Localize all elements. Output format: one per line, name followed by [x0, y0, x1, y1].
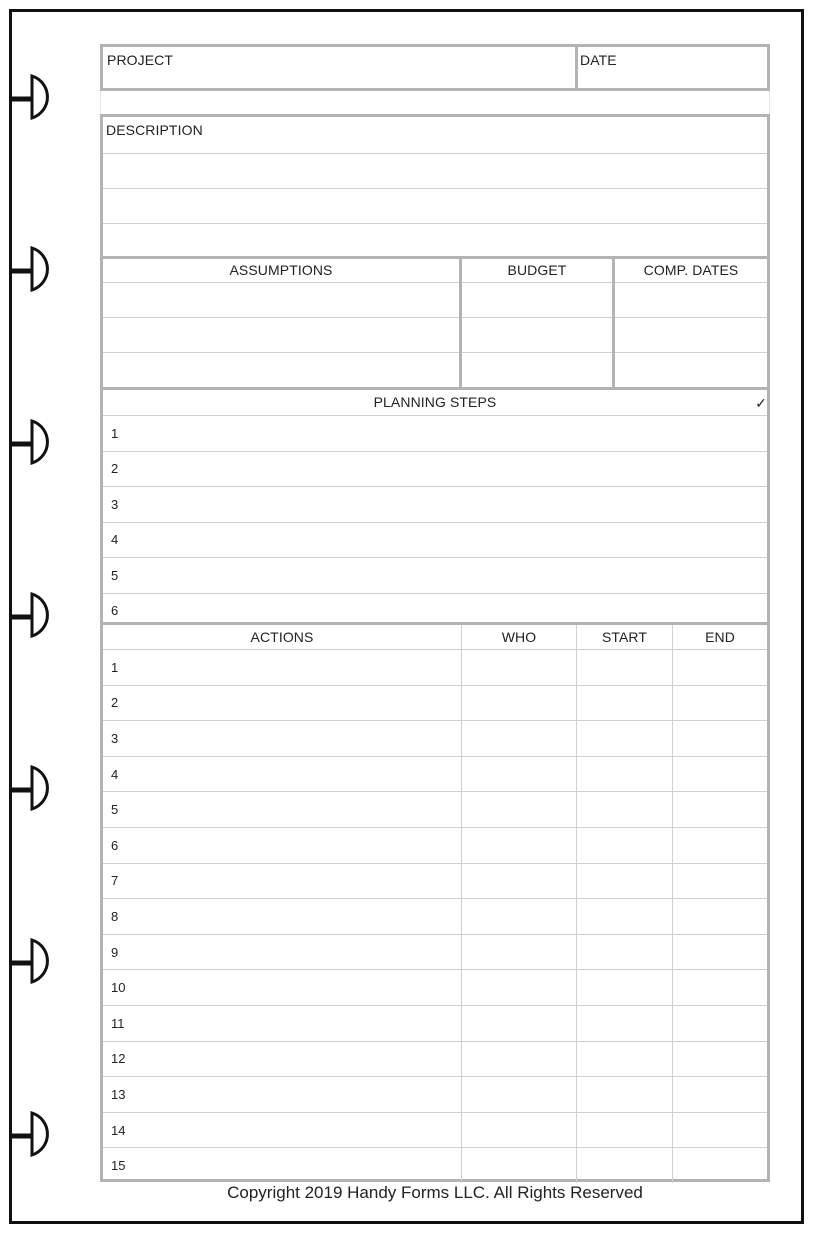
- action-row[interactable]: [103, 827, 767, 863]
- assumptions-label: ASSUMPTIONS: [229, 262, 333, 278]
- action-number: 6: [103, 828, 462, 863]
- who-cell[interactable]: [462, 721, 577, 756]
- assumptions-column: [103, 259, 462, 387]
- comp-dates-line[interactable]: [615, 282, 767, 317]
- project-label: PROJECT: [107, 52, 174, 68]
- assumptions-line[interactable]: [103, 282, 459, 317]
- copyright-text: Copyright 2019 Handy Forms LLC. All Rights Reserved: [227, 1183, 643, 1202]
- actions-section: [103, 625, 767, 1183]
- comp-dates-line[interactable]: [615, 352, 767, 387]
- end-cell[interactable]: [673, 721, 767, 756]
- end-cell[interactable]: [673, 757, 767, 792]
- action-row[interactable]: [103, 1147, 767, 1183]
- start-cell[interactable]: [577, 1113, 673, 1148]
- start-cell[interactable]: [577, 970, 673, 1005]
- action-row[interactable]: [103, 863, 767, 899]
- date-field[interactable]: [578, 47, 767, 88]
- start-cell[interactable]: [577, 721, 673, 756]
- who-cell[interactable]: [462, 970, 577, 1005]
- spacer-strip: [100, 91, 770, 115]
- planning-steps-label: PLANNING STEPS: [373, 394, 497, 410]
- end-cell[interactable]: [673, 1077, 767, 1112]
- who-cell[interactable]: [462, 1077, 577, 1112]
- action-number: 4: [103, 757, 462, 792]
- action-number: 2: [103, 686, 462, 721]
- end-cell[interactable]: [673, 899, 767, 934]
- end-cell[interactable]: [673, 650, 767, 685]
- planning-step-row[interactable]: [103, 522, 767, 558]
- end-cell[interactable]: [673, 1042, 767, 1077]
- start-cell[interactable]: [577, 1077, 673, 1112]
- start-cell[interactable]: [577, 757, 673, 792]
- action-number: 7: [103, 864, 462, 899]
- who-cell[interactable]: [462, 1148, 577, 1183]
- action-row[interactable]: [103, 1112, 767, 1148]
- action-row[interactable]: [103, 1005, 767, 1041]
- action-row[interactable]: [103, 720, 767, 756]
- action-number: 10: [103, 970, 462, 1005]
- who-cell[interactable]: [462, 899, 577, 934]
- action-number: 3: [103, 721, 462, 756]
- ring-tab-icon: [9, 594, 47, 636]
- end-cell[interactable]: [673, 935, 767, 970]
- ring-tab-icon: [9, 940, 47, 982]
- planning-step-row[interactable]: [103, 415, 767, 451]
- ring-tab-icon: [9, 248, 47, 290]
- planning-step-row[interactable]: [103, 593, 767, 629]
- start-cell[interactable]: [577, 792, 673, 827]
- budget-line[interactable]: [462, 282, 612, 317]
- planning-step-row[interactable]: [103, 486, 767, 522]
- step-number: 2: [111, 461, 119, 477]
- planning-steps-header: [103, 390, 767, 415]
- action-number: 15: [103, 1148, 462, 1183]
- assumptions-line[interactable]: [103, 317, 459, 352]
- start-cell[interactable]: [577, 650, 673, 685]
- action-row[interactable]: [103, 934, 767, 970]
- action-row[interactable]: [103, 1041, 767, 1077]
- description-line[interactable]: [103, 153, 767, 188]
- start-cell[interactable]: [577, 1042, 673, 1077]
- action-number: 9: [103, 935, 462, 970]
- start-cell[interactable]: [577, 828, 673, 863]
- project-date-header: [100, 44, 770, 91]
- comp-dates-line[interactable]: [615, 317, 767, 352]
- action-row[interactable]: [103, 756, 767, 792]
- step-number: 6: [111, 603, 119, 619]
- action-row[interactable]: [103, 791, 767, 827]
- who-cell[interactable]: [462, 828, 577, 863]
- action-number: 13: [103, 1077, 462, 1112]
- end-cell[interactable]: [673, 686, 767, 721]
- action-number: 12: [103, 1042, 462, 1077]
- who-cell[interactable]: [462, 1042, 577, 1077]
- who-cell[interactable]: [462, 650, 577, 685]
- planning-steps-section: [103, 390, 767, 625]
- end-cell[interactable]: [673, 1148, 767, 1183]
- end-cell[interactable]: [673, 1006, 767, 1041]
- main-form: [100, 114, 770, 1182]
- actions-header: [103, 625, 767, 649]
- budget-line[interactable]: [462, 352, 612, 387]
- action-row[interactable]: [103, 685, 767, 721]
- step-number: 4: [111, 532, 119, 548]
- step-number: 1: [111, 425, 119, 441]
- start-cell[interactable]: [577, 935, 673, 970]
- end-cell[interactable]: [673, 1113, 767, 1148]
- action-row[interactable]: [103, 1076, 767, 1112]
- action-row[interactable]: [103, 898, 767, 934]
- action-number: 1: [103, 650, 462, 685]
- budget-label: BUDGET: [507, 262, 567, 278]
- who-cell[interactable]: [462, 792, 577, 827]
- end-label: END: [705, 629, 735, 645]
- end-cell[interactable]: [673, 828, 767, 863]
- date-label: DATE: [580, 52, 617, 68]
- start-cell[interactable]: [577, 1006, 673, 1041]
- step-number: 3: [111, 496, 119, 512]
- ring-tab-icon: [9, 421, 47, 463]
- planning-step-row[interactable]: [103, 451, 767, 487]
- check-icon: ✓: [755, 395, 767, 411]
- who-cell[interactable]: [462, 935, 577, 970]
- ring-tab-icon: [9, 767, 47, 809]
- action-row[interactable]: [103, 649, 767, 685]
- who-label: WHO: [462, 625, 577, 649]
- who-cell[interactable]: [462, 1006, 577, 1041]
- step-number: 5: [111, 567, 119, 583]
- budget-line[interactable]: [462, 317, 612, 352]
- planning-step-row[interactable]: [103, 557, 767, 593]
- action-number: 14: [103, 1113, 462, 1148]
- start-label: START: [577, 625, 673, 649]
- ring-tab-icon: [9, 76, 47, 118]
- budget-column: [462, 259, 615, 387]
- end-cell[interactable]: [673, 864, 767, 899]
- start-cell[interactable]: [577, 1148, 673, 1183]
- action-number: 5: [103, 792, 462, 827]
- start-cell[interactable]: [577, 686, 673, 721]
- actions-label: ACTIONS: [103, 625, 462, 649]
- description-section: [103, 117, 767, 259]
- who-cell[interactable]: [462, 864, 577, 899]
- action-number: 8: [103, 899, 462, 934]
- end-cell[interactable]: [673, 792, 767, 827]
- action-number: 11: [103, 1006, 462, 1041]
- start-cell[interactable]: [577, 864, 673, 899]
- description-line[interactable]: [103, 188, 767, 223]
- assumptions-section: [103, 259, 767, 390]
- description-label: DESCRIPTION: [106, 122, 203, 138]
- action-rows: [103, 649, 767, 1183]
- action-row[interactable]: [103, 969, 767, 1005]
- who-cell[interactable]: [462, 686, 577, 721]
- comp-dates-column: [615, 259, 767, 387]
- assumptions-line[interactable]: [103, 352, 459, 387]
- binder-ring-tabs: [0, 0, 70, 1242]
- end-cell[interactable]: [673, 970, 767, 1005]
- description-line[interactable]: [103, 223, 767, 258]
- comp-dates-label: COMP. DATES: [643, 262, 739, 278]
- project-field[interactable]: [103, 47, 578, 88]
- who-cell[interactable]: [462, 1113, 577, 1148]
- start-cell[interactable]: [577, 899, 673, 934]
- who-cell[interactable]: [462, 757, 577, 792]
- ring-tab-icon: [9, 1113, 47, 1155]
